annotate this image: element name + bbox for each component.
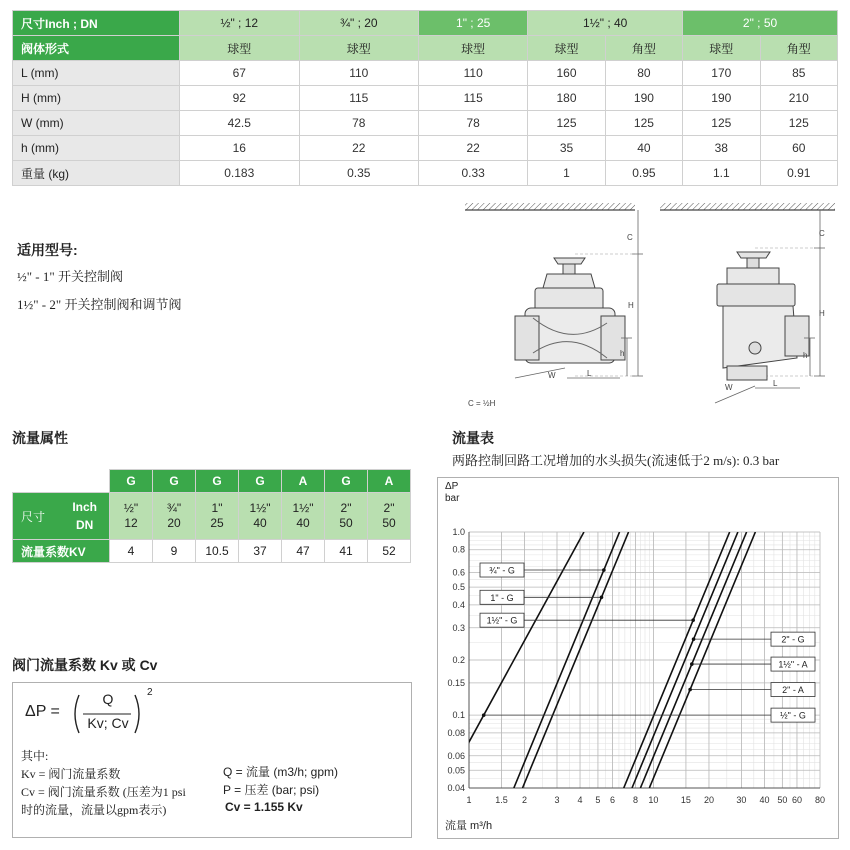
legend-marker-right (688, 688, 692, 692)
size-col-two: 2" ; 50 (683, 11, 838, 36)
size-inch: ¾" (166, 501, 182, 515)
valve-drawings (455, 198, 845, 413)
kv-value: 10.5 (196, 540, 239, 563)
y-tick-label: 0.6 (452, 567, 465, 578)
y-tick-label: 0.1 (452, 710, 465, 721)
dims-cell: 115 (299, 86, 419, 111)
globe-valve-drawing (465, 203, 643, 408)
cv-definition-2: 时的流量，流量以gpm表示) (21, 803, 167, 817)
legend-label-right: ½" - G (780, 710, 806, 721)
dims-cell: 110 (419, 61, 528, 86)
legend-marker-left (691, 618, 695, 622)
dims-cell: 190 (605, 86, 682, 111)
y-tick-label: 0.3 (452, 622, 465, 633)
dims-cell: 92 (180, 86, 300, 111)
kv-value: 41 (325, 540, 368, 563)
dim-L-label-right: L (773, 379, 778, 388)
dims-cell: 38 (683, 136, 760, 161)
size-cell (282, 493, 325, 540)
dims-cell: 0.33 (419, 161, 528, 186)
angle-valve-drawing (660, 203, 835, 403)
dims-cell: 22 (419, 136, 528, 161)
dims-cell: 80 (605, 61, 682, 86)
legend-label-right: 1½" - A (778, 659, 808, 670)
x-tick-label: 6 (610, 795, 616, 805)
x-tick-label: 40 (759, 795, 770, 805)
size-col-one-half: 1½" ; 40 (528, 11, 683, 36)
q-definition: Q = 流量 (m3/h; gpm) (223, 765, 339, 779)
chart-title: 流量表 (452, 430, 494, 446)
dim-W-label: W (548, 371, 556, 380)
legend-label-left: ¾" - G (489, 565, 515, 576)
dims-row (13, 111, 838, 136)
dims-cell: 1 (528, 161, 605, 186)
dims-row-label: W (mm) (13, 111, 180, 136)
size-dn: 50 (382, 516, 396, 530)
y-axis-unit: bar (445, 493, 460, 504)
kv-value: 37 (239, 540, 282, 563)
x-tick-label: 15 (680, 795, 691, 805)
y-tick-label: 0.05 (447, 765, 465, 776)
x-tick-label: 1.5 (495, 795, 508, 805)
size-col-half: ½" ; 12 (180, 11, 300, 36)
dims-cell: 125 (605, 111, 682, 136)
valve-type-cell: G (239, 470, 282, 493)
body-type-label: 阀体形式 (13, 36, 180, 61)
type-cell: 球型 (528, 36, 605, 61)
y-tick-label: 0.06 (447, 750, 465, 761)
valve-type-cell: A (282, 470, 325, 493)
y-tick-label: 0.4 (452, 599, 465, 610)
dims-cell: 85 (760, 61, 837, 86)
kv-value: 9 (153, 540, 196, 563)
size-cell (325, 493, 368, 540)
y-tick-label: 0.15 (447, 677, 465, 688)
dim-L-label: L (587, 369, 592, 378)
y-tick-label: 0.8 (452, 544, 465, 555)
dims-cell: 22 (299, 136, 419, 161)
ceiling-hatch-right (660, 203, 835, 210)
type-cell: 球型 (180, 36, 300, 61)
formula-box (12, 682, 412, 838)
legend-marker-left (602, 568, 606, 572)
models-line-1: ½" - 1" 开关控制阀 (17, 269, 123, 284)
dims-cell: 0.183 (180, 161, 300, 186)
kv-label: 流量系数KV (13, 540, 110, 563)
legend-marker-left (600, 595, 604, 599)
flow-chart (437, 477, 839, 839)
dims-cell: 210 (760, 86, 837, 111)
where-label: 其中: (21, 749, 49, 763)
type-cell: 球型 (299, 36, 419, 61)
size-cell (368, 493, 411, 540)
type-cell: 角型 (760, 36, 837, 61)
dim-c-label: C (627, 233, 633, 242)
size-cell (153, 493, 196, 540)
x-tick-label: 3 (554, 795, 560, 805)
dims-cell: 0.35 (299, 161, 419, 186)
size-col-three-quarter: ¾" ; 20 (299, 11, 419, 36)
valve-type-cell: A (368, 470, 411, 493)
dims-row (13, 61, 838, 86)
dim-W-label-right: W (725, 383, 733, 392)
p-definition: P = 压差 (bar; psi) (223, 783, 320, 797)
ceiling-hatch-left (465, 203, 635, 210)
y-tick-label: 0.5 (452, 582, 465, 593)
size-dn: 50 (339, 516, 353, 530)
x-axis-label: 流量 m³/h (445, 820, 493, 832)
x-tick-label: 5 (595, 795, 601, 805)
dim-c-label-right: C (819, 229, 825, 238)
x-tick-label: 1 (466, 795, 472, 805)
chart-subtitle: 两路控制回路工况增加的水头损失(流速低于2 m/s): 0.3 bar (452, 453, 780, 468)
coefficient-title: 阀门流量系数 Kv 或 Cv (12, 657, 158, 673)
y-tick-label: 0.2 (452, 655, 465, 665)
size-cell (239, 493, 282, 540)
dims-row-label: h (mm) (13, 136, 180, 161)
y-tick-label: 0.04 (447, 783, 465, 793)
dims-cell: 125 (760, 111, 837, 136)
size-inch: 2" (383, 501, 395, 515)
kv-value: 52 (368, 540, 411, 563)
size-dn: 12 (124, 516, 138, 530)
formula-exponent: 2 (147, 687, 153, 698)
dims-cell: 125 (528, 111, 605, 136)
x-tick-label: 2 (522, 795, 528, 805)
y-tick-label: 0.08 (447, 727, 465, 738)
dims-cell: 180 (528, 86, 605, 111)
size-inch-dn-cell (13, 493, 110, 540)
y-tick-label: 1.0 (452, 527, 465, 537)
legend-label-right: 2" - A (782, 685, 804, 696)
size-inch: 2" (340, 501, 352, 515)
dim-H-label: H (628, 301, 634, 310)
y-axis-label: ΔP (445, 481, 459, 492)
c-formula-note: C = ½H (468, 399, 496, 408)
x-tick-label: 4 (577, 795, 583, 805)
kv-value: 4 (110, 540, 153, 563)
dims-cell: 42.5 (180, 111, 300, 136)
valve-type-cell: G (153, 470, 196, 493)
legend-marker-right (690, 662, 694, 666)
size-col-one: 1" ; 25 (419, 11, 528, 36)
legend-marker-right (692, 637, 696, 641)
size-inch: 1½" (249, 501, 271, 515)
size-cell (110, 493, 153, 540)
dims-cell: 0.95 (605, 161, 682, 186)
size-inch: 1½" (292, 501, 314, 515)
dims-cell: 35 (528, 136, 605, 161)
dims-row (13, 86, 838, 111)
dims-cell: 60 (760, 136, 837, 161)
legend-marker-right (482, 713, 486, 717)
x-tick-label: 50 (777, 795, 788, 805)
type-cell: 球型 (419, 36, 528, 61)
dim-h-label: h (620, 349, 625, 358)
formula-dp: ΔP = (25, 703, 60, 720)
x-tick-label: 10 (648, 795, 659, 805)
dims-row-label: L (mm) (13, 61, 180, 86)
dims-cell: 0.91 (760, 161, 837, 186)
legend-label-right: 2" - G (781, 634, 805, 645)
x-tick-label: 8 (633, 795, 639, 805)
dims-cell: 160 (528, 61, 605, 86)
dims-row (13, 136, 838, 161)
dims-cell: 110 (299, 61, 419, 86)
flow-props-table (12, 469, 411, 563)
formula-numerator: Q (102, 691, 114, 707)
dims-cell: 78 (419, 111, 528, 136)
size-dn: 40 (253, 516, 267, 530)
dimensions-table (12, 10, 838, 186)
x-tick-label: 60 (791, 795, 802, 805)
valve-type-cell: G (196, 470, 239, 493)
size-dn: 40 (296, 516, 310, 530)
size-label: 尺寸 (21, 509, 46, 524)
flow-props-title: 流量属性 (12, 430, 68, 446)
models-title: 适用型号: (17, 242, 78, 258)
size-inch: ½" (123, 501, 139, 515)
size-cell (196, 493, 239, 540)
dn-label: DN (75, 518, 94, 532)
dims-cell: 115 (419, 86, 528, 111)
inch-label: Inch (72, 500, 97, 514)
size-dn: 20 (167, 516, 181, 530)
size-header-label: 尺寸Inch ; DN (13, 11, 180, 36)
dims-cell: 78 (299, 111, 419, 136)
size-dn: 25 (210, 516, 224, 530)
dim-H-label-right: H (819, 309, 825, 318)
kv-definition: Kv = 阀门流量系数 (21, 767, 121, 781)
cv-definition-1: Cv = 阀门流量系数 (压差为1 psi (21, 785, 186, 799)
legend-label-left: 1" - G (490, 592, 514, 603)
x-tick-label: 30 (736, 795, 747, 805)
type-cell: 角型 (605, 36, 682, 61)
valve-type-cell: G (325, 470, 368, 493)
dims-row-label: 重量 (kg) (13, 161, 180, 186)
kv-value: 47 (282, 540, 325, 563)
models-line-2: 1½" - 2" 开关控制阀和调节阀 (17, 297, 182, 312)
dims-cell: 170 (683, 61, 760, 86)
dims-cell: 16 (180, 136, 300, 161)
dims-cell: 190 (683, 86, 760, 111)
x-tick-label: 20 (703, 795, 714, 805)
legend-label-left: 1½" - G (486, 615, 518, 626)
x-tick-label: 80 (814, 795, 826, 805)
dim-h-label-right: h (803, 351, 808, 360)
dims-row-label: H (mm) (13, 86, 180, 111)
dims-cell: 1.1 (683, 161, 760, 186)
valve-type-cell: G (110, 470, 153, 493)
dims-cell: 67 (180, 61, 300, 86)
type-cell: 球型 (683, 36, 760, 61)
dims-row (13, 161, 838, 186)
size-inch: 1" (211, 501, 223, 515)
dims-cell: 125 (683, 111, 760, 136)
formula-denominator: Kv; Cv (87, 715, 129, 731)
dims-cell: 40 (605, 136, 682, 161)
cv-equation: Cv = 1.155 Kv (225, 800, 303, 814)
